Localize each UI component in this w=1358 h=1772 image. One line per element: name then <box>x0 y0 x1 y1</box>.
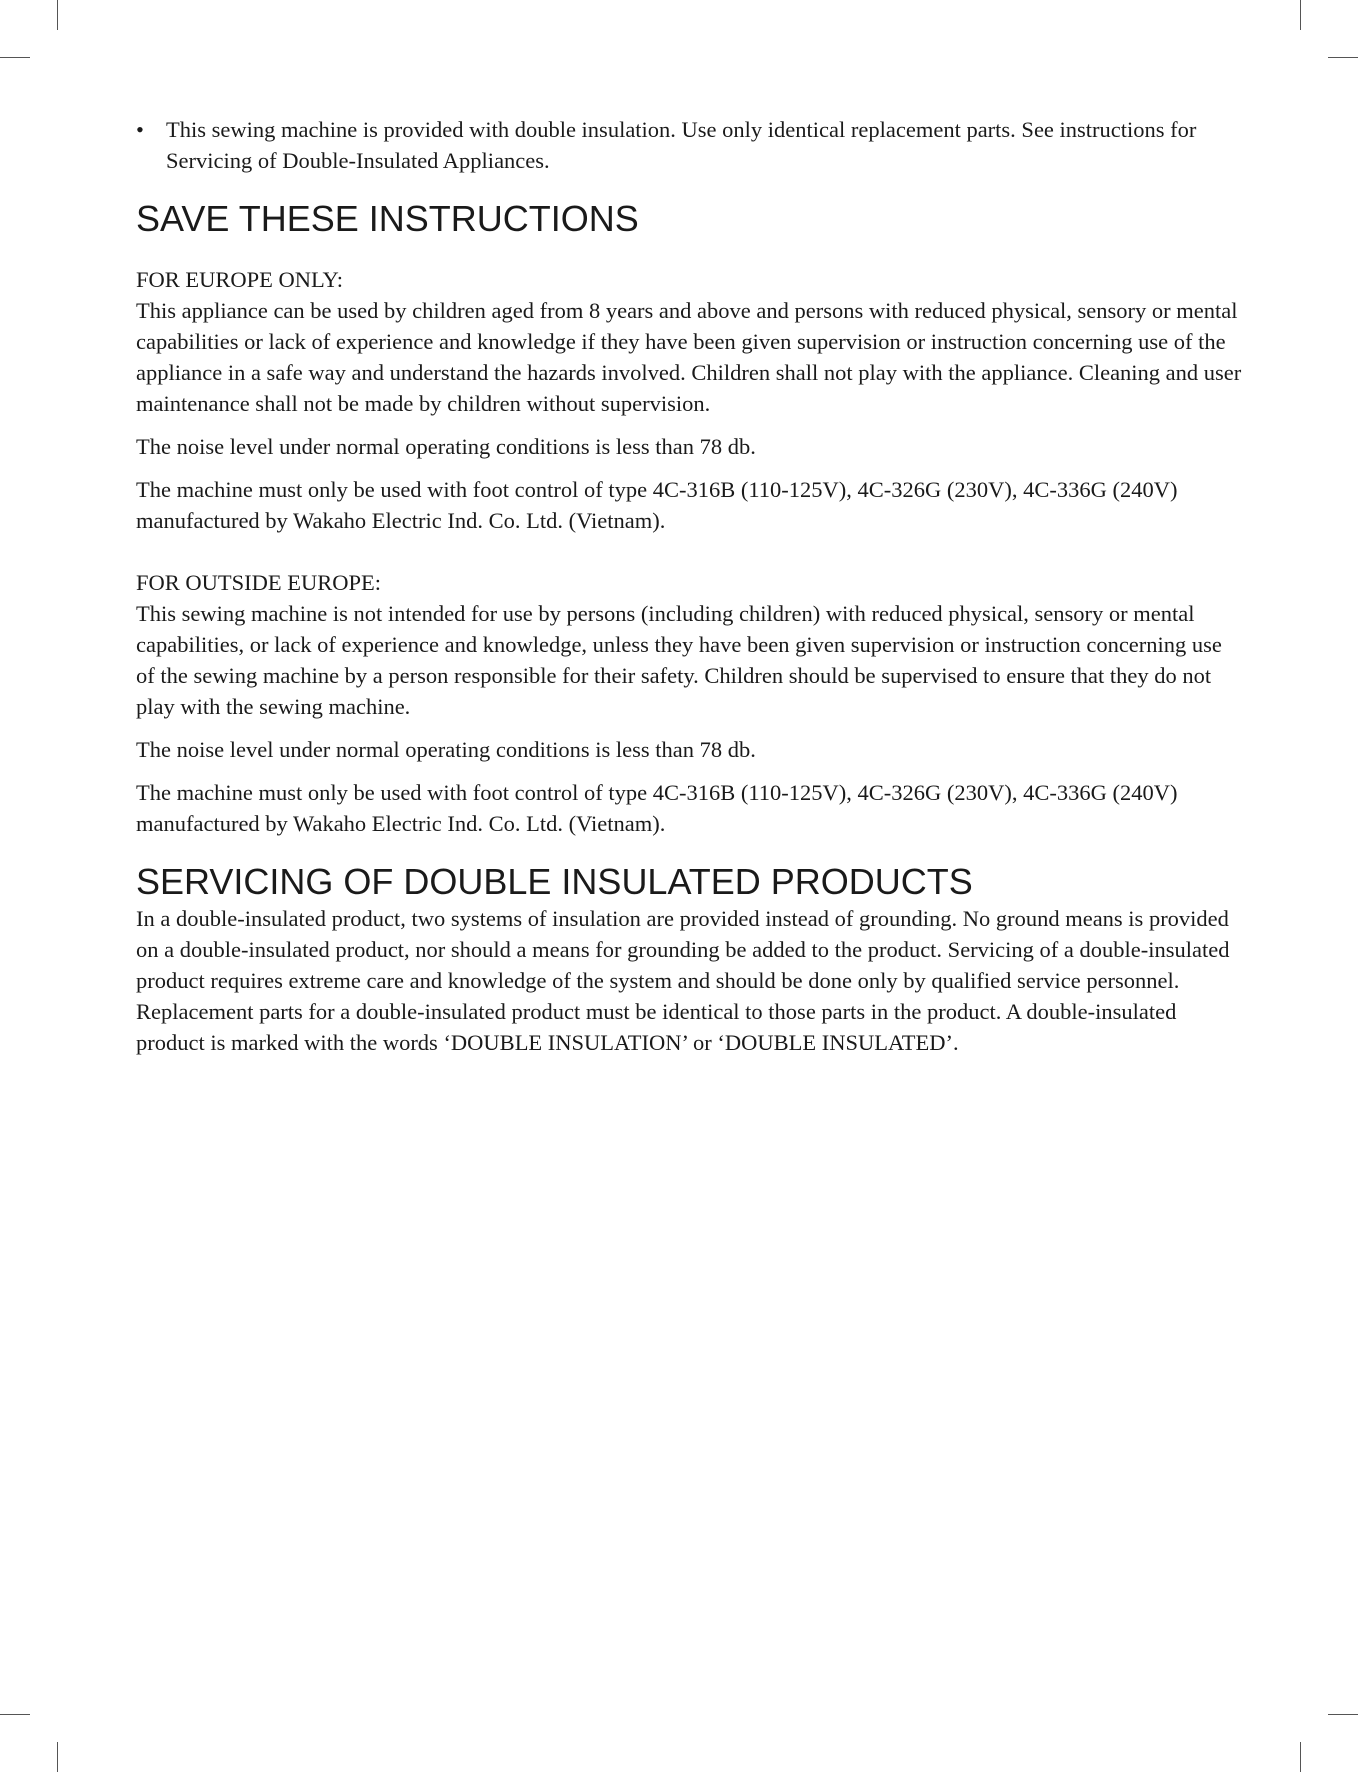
outside-europe-foot-control-text: The machine must only be used with foot control of type 4C-316B (110-125V), 4C-326G (230V), 4C-336G (240V) manufactured by Wakaho Electric Ind. Co. Ltd. (Vietnam). <box>136 780 1178 836</box>
crop-mark-bottom-right-vertical <box>1300 1742 1301 1772</box>
bullet-item-double-insulation <box>136 114 1244 176</box>
crop-mark-top-right-vertical <box>1300 0 1301 30</box>
crop-mark-top-right-horizontal <box>1328 57 1358 58</box>
crop-mark-top-left-horizontal <box>0 57 30 58</box>
crop-mark-bottom-right-horizontal <box>1328 1714 1358 1715</box>
europe-label: FOR EUROPE ONLY: <box>136 267 343 292</box>
bullet-marker: • <box>136 117 144 142</box>
europe-noise-text: The noise level under normal operating conditions is less than 78 db. <box>136 434 756 459</box>
save-instructions-heading: SAVE THESE INSTRUCTIONS <box>136 198 639 239</box>
servicing-heading: SERVICING OF DOUBLE INSULATED PRODUCTS <box>136 861 973 902</box>
outside-europe-noise-text: The noise level under normal operating conditions is less than 78 db. <box>136 737 756 762</box>
crop-mark-bottom-left-vertical <box>57 1742 58 1772</box>
europe-foot-control-text: The machine must only be used with foot control of type 4C-316B (110-125V), 4C-326G (230V), 4C-336G (240V) manufactured by Wakaho Electric Ind. Co. Ltd. (Vietnam). <box>136 477 1178 533</box>
europe-section <box>136 264 1244 536</box>
outside-europe-section <box>136 567 1244 839</box>
crop-mark-top-left-vertical <box>57 0 58 30</box>
europe-paragraph: This appliance can be used by children aged from 8 years and above and persons with reduced physical, sensory or mental capabilities or lack of experience and knowledge if they have been given supervision or instruction concerning use of the appliance in a safe way and understand the hazards involved. Children shall not play with the appliance. Cleaning and user maintenance shall not be made by children without supervision. <box>136 298 1242 416</box>
outside-europe-label: FOR OUTSIDE EUROPE: <box>136 570 382 595</box>
crop-mark-bottom-left-horizontal <box>0 1714 30 1715</box>
outside-europe-paragraph: This sewing machine is not intended for use by persons (including children) with reduced physical, sensory or mental capabilities, or lack of experience and knowledge, unless they have been given supervision or instruction concerning use of the sewing machine by a person responsible for their safety. Children should be supervised to ensure that they do not play with the sewing machine. <box>136 601 1222 719</box>
page-content <box>136 114 1244 1058</box>
servicing-paragraph: In a double-insulated product, two systems of insulation are provided instead of grounding. No ground means is provided on a double-insulated product, nor should a means for grounding be added to the product. Servicing of a double-insulated product requires extreme care and knowledge of the system and should be done only by qualified service personnel. Replacement parts for a double-insulated product must be identical to those parts in the product. A double-insulated product is marked with the words ‘DOUBLE INSULATION’ or ‘DOUBLE INSULATED’. <box>136 906 1230 1055</box>
bullet-text: This sewing machine is provided with double insulation. Use only identical replacement parts. See instructions for Servicing of Double-Insulated Appliances. <box>166 117 1197 173</box>
